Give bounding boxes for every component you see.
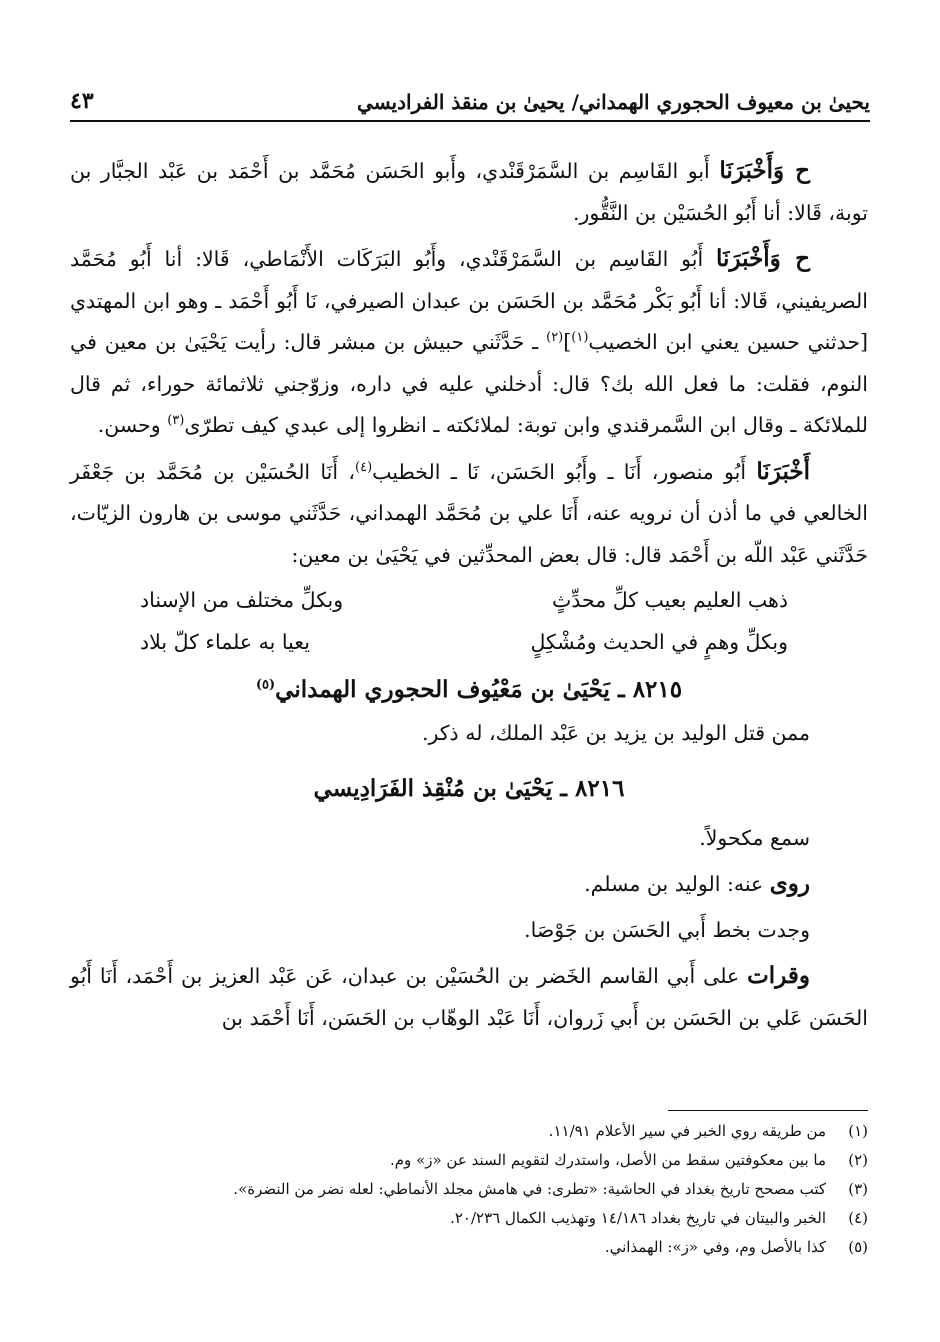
footnote-text: كذا بالأصل وم، وفي «ز»: الهمذاني. bbox=[604, 1238, 826, 1256]
verse-first-hemistich: وبكلِّ وهمٍ في الحديث ومُشْكِلٍ bbox=[530, 629, 788, 654]
footnote-ref-5[interactable]: (٥) bbox=[255, 677, 276, 693]
running-head: يحيىٰ بن معيوف الحجوري الهمداني/ يحيىٰ بن منقذ الفراديسي bbox=[357, 90, 870, 114]
paragraph-2 bbox=[70, 238, 868, 447]
footnote-ref-3[interactable]: (٣) bbox=[167, 413, 185, 429]
verse-first-hemistich: ذهب العليم بعيب كلِّ محدِّثٍ bbox=[551, 588, 788, 612]
keyword-akhbarana: ح وَأَخْبَرَنَا bbox=[719, 157, 811, 184]
keyword-akhbarana: ح وَأَخْبَرَنَا bbox=[716, 245, 810, 272]
entry-title-text: ٨٢١٥ ـ يَحْيَىٰ بن مَعْيُوف الحجوري الهمداني bbox=[275, 676, 683, 703]
paragraph-text: عنه: الوليد بن مسلم. bbox=[584, 872, 770, 896]
verse-second-hemistich: يعيا به علماء كلّ بلاد bbox=[140, 629, 310, 654]
footnote-number: (٣) bbox=[848, 1180, 868, 1198]
paragraph-text: ] bbox=[563, 330, 572, 354]
page-header bbox=[70, 82, 870, 122]
paragraph-text: أَبُو منصور، أَنَا ـ وأَبُو الحَسَن، نَا ـ الخطيب bbox=[372, 459, 757, 484]
entry-8216-line-3: وجدت بخط أَبي الحَسَن بن جَوْصَا. bbox=[524, 917, 810, 942]
footnote-1 bbox=[70, 1117, 868, 1146]
keyword-rawa: روى bbox=[769, 870, 810, 897]
paragraph-text: ، أَنَا الحُسَيْن بن مُحَمَّد بن جَعْفَر الخالعي في ما أذن أن نرويه عنه، أَنَا علي بن مُحَمَّد الهمداني، حَدَّثَني موسى بن هارون الزيّات، حَدَّثَني عَبْد اللّه بن أَحْمَد قال: قال بعض المحدِّثين في يَحْيَىٰ بن معين: bbox=[70, 459, 868, 567]
keyword-qara-tu: وقرات bbox=[747, 962, 810, 989]
footnote-text: كتب مصحح تاريخ بغداد في الحاشية: «تطرى: في هامش مجلد الأنماطي: لعله نضر من النضرة». bbox=[233, 1180, 826, 1198]
footnote-3 bbox=[70, 1175, 868, 1204]
paragraph-text: أَبو القَاسِم بن السَّمَرْقَنْدي، وأَبو الحَسَن مُحَمَّد بن أَحْمَد بن عَبْد الجبَّار بن توبة، قَالا: أنا أَبُو الحُسَيْن بن النَّقُّور. bbox=[70, 159, 868, 225]
entry-8216-line-2 bbox=[70, 863, 868, 906]
footnote-ref-1[interactable]: (١) bbox=[571, 330, 589, 346]
paragraph-text: أَبُو القَاسِم بن السَّمَرْقَنْدي، وأَبُو البَرَكَات الأَنْمَاطي، قَالا: أنا أَبُو مُحَمَّد الصريفيني، قَالا: أنا أَبُو بَكْر مُحَمَّد بن الحَسَن بن عبدان الصيرفي، نَا أَبُو أَحْمَد ـ وهو ابن المهتدي [حدثني حسين يعني ابن الخصيب bbox=[70, 247, 868, 354]
footnote-2 bbox=[70, 1146, 868, 1175]
footnote-number: (٥) bbox=[848, 1238, 868, 1256]
paragraph-1 bbox=[70, 150, 868, 234]
footnote-text: ما بين معكوفتين سقط من الأصل، واستدرك لتقويم السند عن «ز» وم. bbox=[390, 1151, 826, 1169]
entry-title-8215 bbox=[70, 669, 868, 711]
footnote-text: من طريقه روي الخبر في سير الأعلام ١١/٩١. bbox=[548, 1122, 826, 1140]
paragraph-3 bbox=[70, 451, 868, 577]
entry-title-8216: ٨٢١٦ ـ يَحْيَىٰ بن مُنْقِذ الفَرَادِيسي bbox=[313, 775, 625, 802]
poem-verse-2 bbox=[70, 622, 868, 664]
keyword-akhbarana: أَخْبَرَنَا bbox=[756, 457, 811, 485]
footnotes bbox=[70, 1110, 868, 1262]
footnote-text: الخبر والبيتان في تاريخ بغداد ١٤/١٨٦ وتهذيب الكمال ٢٠/٢٣٦. bbox=[450, 1209, 826, 1227]
footnote-number: (٢) bbox=[848, 1151, 868, 1169]
footnote-divider bbox=[668, 1110, 868, 1111]
main-text bbox=[70, 150, 868, 1043]
paragraph-text: وحسن. bbox=[97, 413, 168, 437]
verse-second-hemistich: وبكلِّ مختلف من الإسناد bbox=[140, 588, 344, 612]
entry-8216-line-1: سمع مكحولاً. bbox=[699, 825, 810, 850]
footnote-ref-2[interactable]: (٢) bbox=[546, 330, 564, 346]
footnote-5 bbox=[70, 1233, 868, 1262]
paragraph-text: على أَبي القاسم الخَضر بن الحُسَيْن بن عبدان، عَن عَبْد العزيز بن أَحْمَد، أَنَا أَبُو الحَسَن عَلي بن الحَسَن بن أَبي زَروان، أَنَا عَبْد الوهّاب بن الحَسَن، أَنَا أَحْمَد بن bbox=[70, 964, 868, 1030]
entry-8216-line-4 bbox=[70, 955, 868, 1039]
footnote-4 bbox=[70, 1204, 868, 1233]
page-number: ٤٣ bbox=[70, 88, 94, 114]
footnote-number: (٤) bbox=[848, 1209, 868, 1227]
entry-8215-text: ممن قتل الوليد بن يزيد بن عَبْد الملك، له ذكر. bbox=[421, 720, 810, 745]
poem bbox=[70, 580, 868, 663]
paragraph-text: ـ حَدَّثَني حبيش بن مبشر قال: رأيت يَحْيَىٰ بن معين في النوم، فقلت: ما فعل الله بك؟ قال: أدخلني عليه في داره، وزوّجني ثلاثمائة حوراء، ثم قال للملائكة ـ وقال ابن السَّمرقندي وابن توبة: لملائكته ـ انظروا إلى عبدي كيف تطرّى bbox=[70, 330, 868, 437]
poem-verse-1 bbox=[70, 580, 868, 622]
footnote-ref-4[interactable]: (٤) bbox=[355, 459, 373, 475]
footnote-number: (١) bbox=[848, 1122, 868, 1140]
